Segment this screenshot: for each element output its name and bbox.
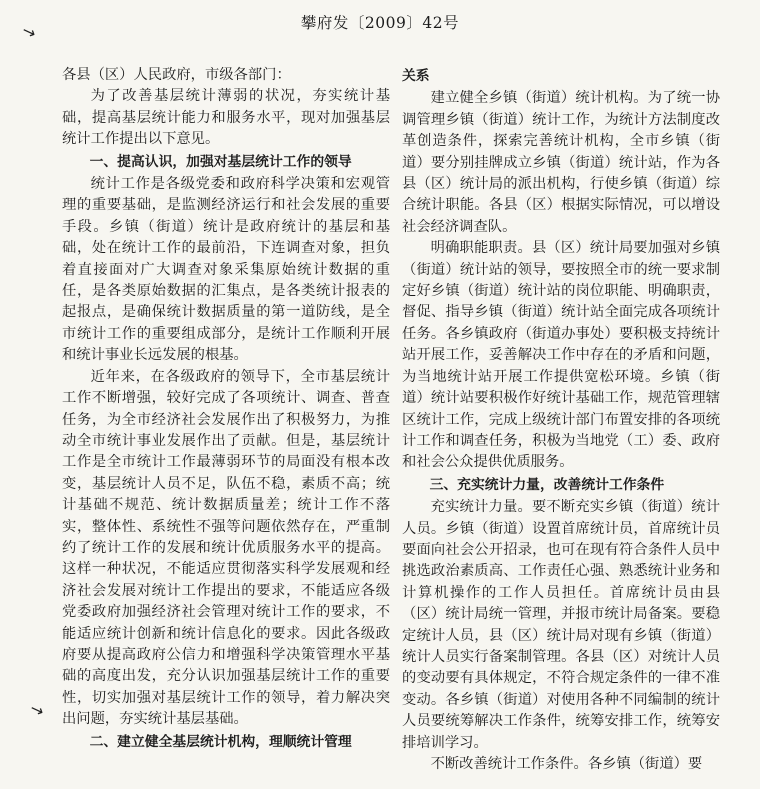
paragraph-conditions: 不断改善统计工作条件。各乡镇（街道）要: [430, 756, 703, 772]
salutation: 各县（区）人民政府，市级各部门：: [62, 67, 291, 83]
paragraph-current-situation: 近年来，在各级政府的领导下，全市基层统计工作不断增强，较好完成了各项统计、调查、普查任务，为全市经济社会发展作出了积极努力，为推动全市统计事业发展作出了贡献。但是，基层统计工作是全市统计工作最薄弱环节的局面没有根本改变，基层统计人员不足，队伍不稳，素质不高；统计基础不规范、统计数据质量差；统计工作不落实，整体性、系统性不强等问题依然存在，严重制约了统计工作的发展和统计优质服务水平的提高。这样一种状况，不能适应贯彻落实科学发展观和经济社会发展对统计工作提出的要求，不能适应各级党委政府加强经济社会管理对统计工作的要求，不能适应统计创新和统计信息化的要求。因此各级政府要从提高政府公信力和增强科学决策管理水平基础的高度出发，充分认识加强基层统计工作的重要性，切实加强对基层统计工作的领导，着力解决突出问题，夯实统计基层基础。: [62, 368, 390, 728]
intro-paragraph: 为了改善基层统计薄弱的状况，夯实统计基础，提高基层统计能力和服务水平，现对加强基层统计工作提出以下意见。: [62, 88, 390, 148]
left-column: [62, 65, 390, 754]
scan-mark-bottom: ↘: [27, 698, 47, 721]
right-column: [402, 65, 720, 775]
paragraph-staffing: 充实统计力量。要不断充实乡镇（街道）统计人员。乡镇（街道）设置首席统计员，首席统计员要面向社会公开招录，也可在现有符合条件人员中挑选政治素质高、工作责任心强、熟悉统计业务和计算机操作的工作人员担任。首席统计员由县（区）统计局统一管理，并报市统计局备案。要稳定统计人员，县（区）统计局对现有乡镇（街道）统计人员实行备案制管理。各县（区）对统计人员的变动要有具体规定，不符合规定条件的一律不准变动。各乡镇（街道）对使用各种不同编制的统计人员要统筹解决工作条件，统筹安排工作，统筹安排培训学习。: [402, 499, 720, 751]
document-number: 攀府发〔2009〕42号: [300, 14, 460, 32]
paragraph-responsibilities: 明确职能职责。县（区）统计局要加强对乡镇（街道）统计站的领导，要按照全市的统一要求制定好乡镇（街道）统计站的岗位职能、明确职责，督促、指导乡镇（街道）统计站全面完成各项统计任务。各乡镇政府（街道办事处）要积极支持统计站开展工作，妥善解决工作中存在的矛盾和问题，为当地统计站开展工作提供宽松环境。乡镇（街道）统计站要积极作好统计基础工作，规范管理辖区统计工作，完成上级统计部门布置安排的各项统计工作和调查任务，积极为当地党（工）委、政府和社会公众提供优质服务。: [402, 240, 720, 471]
section-heading-2-continued: 关系: [402, 68, 430, 84]
section-heading-1: 一、提高认识，加强对基层统计工作的领导: [89, 153, 352, 170]
paragraph-importance: 统计工作是各级党委和政府科学决策和宏观管理的重要基础，是监测经济运行和社会发展的重要手段。乡镇（街道）统计是政府统计的基层和基础，处在统计工作的最前沿，下连调查对象，担负着直接面对广大调查对象采集原始统计数据的重任，是各类原始数据的汇集点，是各类统计报表的起报点，是确保统计数据质量的第一道防线，是全市统计工作的重要组成部分，是统计工作顺利开展和统计事业长远发展的根基。: [62, 176, 390, 364]
section-heading-2: 二、建立健全基层统计机构，理顺统计管理: [89, 733, 352, 750]
section-heading-3: 三、充实统计力量，改善统计工作条件: [429, 476, 665, 493]
scan-mark-top: ↘: [19, 20, 39, 43]
paragraph-institutions: 建立健全乡镇（街道）统计机构。为了统一协调管理乡镇（街道）统计工作，为统计方法制度改革创造条件，探索完善统计机构，全市乡镇（街道）要分别挂牌成立乡镇（街道）统计站，作为各县（区）统计局的派出机构，行使乡镇（街道）综合统计职能。各县（区）根据实际情况，可以增设社会经济调查队。: [402, 90, 720, 235]
